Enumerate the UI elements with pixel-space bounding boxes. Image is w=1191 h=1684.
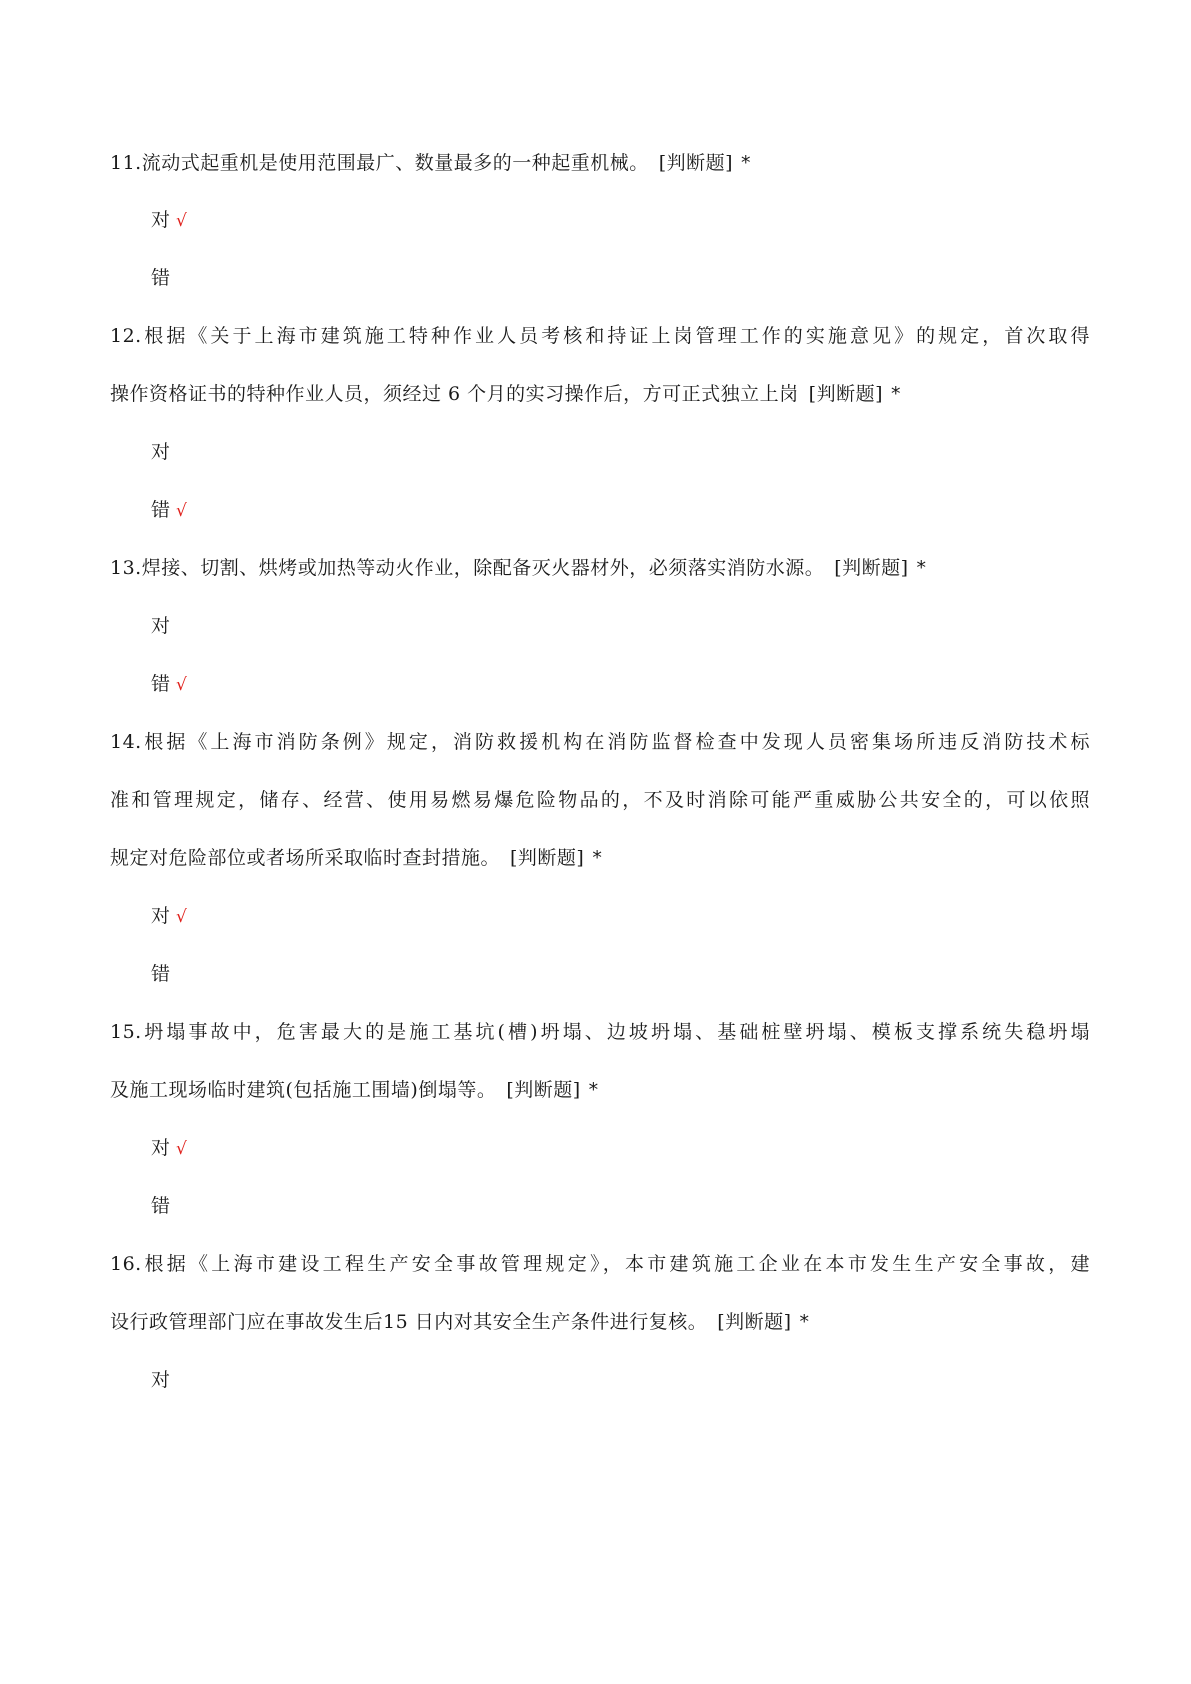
question-type-tag: [判断题] bbox=[510, 847, 585, 869]
question-15-option-2[interactable]: 错 bbox=[151, 1195, 171, 1217]
question-15-line-1: 15.坍塌事故中，危害最大的是施工基坑(槽)坍塌、边坡坍塌、基础桩壁坍塌、模板支撑系统失稳坍塌 bbox=[110, 1021, 1090, 1043]
question-type-tag: [判断题] bbox=[717, 1311, 792, 1333]
question-13-option-2[interactable]: 错 √ bbox=[151, 673, 187, 695]
required-star: * bbox=[891, 383, 901, 405]
question-14-option-1[interactable]: 对 √ bbox=[151, 905, 187, 927]
question-13-line-1: 13.焊接、切割、烘烤或加热等动火作业，除配备灭火器材外，必须落实消防水源。 [判断题] * bbox=[110, 557, 927, 579]
question-12-option-1[interactable]: 对 bbox=[151, 441, 171, 463]
question-type-tag: [判断题] bbox=[506, 1079, 581, 1101]
question-14-option-2[interactable]: 错 bbox=[151, 963, 171, 985]
question-12-option-2[interactable]: 错 √ bbox=[151, 499, 187, 521]
question-14-line-2: 准和管理规定，储存、经营、使用易燃易爆危险物品的，不及时消除可能严重威胁公共安全的，可以依照 bbox=[110, 789, 1090, 811]
question-16-line-2: 设行政管理部门应在事故发生后15 日内对其安全生产条件进行复核。 [判断题] * bbox=[110, 1311, 810, 1333]
question-16-line-1: 16.根据《上海市建设工程生产安全事故管理规定》，本市建筑施工企业在本市发生生产安全事故，建 bbox=[110, 1253, 1090, 1275]
required-star: * bbox=[592, 847, 603, 869]
question-14-line-1: 14.根据《上海市消防条例》规定，消防救援机构在消防监督检查中发现人员密集场所违反消防技术标 bbox=[110, 731, 1090, 753]
checkmark-icon: √ bbox=[176, 907, 187, 927]
question-16-option-1[interactable]: 对 bbox=[151, 1369, 171, 1391]
checkmark-icon: √ bbox=[176, 211, 187, 231]
required-star: * bbox=[741, 152, 752, 174]
question-type-tag: [判断题] bbox=[658, 152, 734, 174]
question-12-line-2: 操作资格证书的特种作业人员，须经过 6 个月的实习操作后，方可正式独立上岗 [判断题] * bbox=[110, 383, 901, 405]
question-15-line-2: 及施工现场临时建筑(包括施工围墙)倒塌等。 [判断题] * bbox=[110, 1079, 599, 1101]
question-13-option-1[interactable]: 对 bbox=[151, 615, 171, 637]
checkmark-icon: √ bbox=[176, 675, 187, 695]
checkmark-icon: √ bbox=[176, 1139, 187, 1159]
required-star: * bbox=[799, 1311, 810, 1333]
required-star: * bbox=[588, 1079, 599, 1101]
question-type-tag: [判断题] bbox=[808, 383, 883, 405]
question-15-option-1[interactable]: 对 √ bbox=[151, 1137, 187, 1159]
question-11-option-1[interactable]: 对 √ bbox=[151, 209, 187, 231]
question-type-tag: [判断题] bbox=[834, 557, 909, 579]
question-12-line-1: 12.根据《关于上海市建筑施工特种作业人员考核和持证上岗管理工作的实施意见》的规定，首次取得 bbox=[110, 325, 1090, 347]
checkmark-icon: √ bbox=[176, 501, 187, 521]
question-11-option-2[interactable]: 错 bbox=[151, 267, 171, 289]
question-14-line-3: 规定对危险部位或者场所采取临时查封措施。 [判断题] * bbox=[110, 847, 603, 869]
question-11-line-1: 11.流动式起重机是使用范围最广、数量最多的一种起重机械。 [判断题] * bbox=[110, 152, 752, 174]
required-star: * bbox=[916, 557, 927, 579]
